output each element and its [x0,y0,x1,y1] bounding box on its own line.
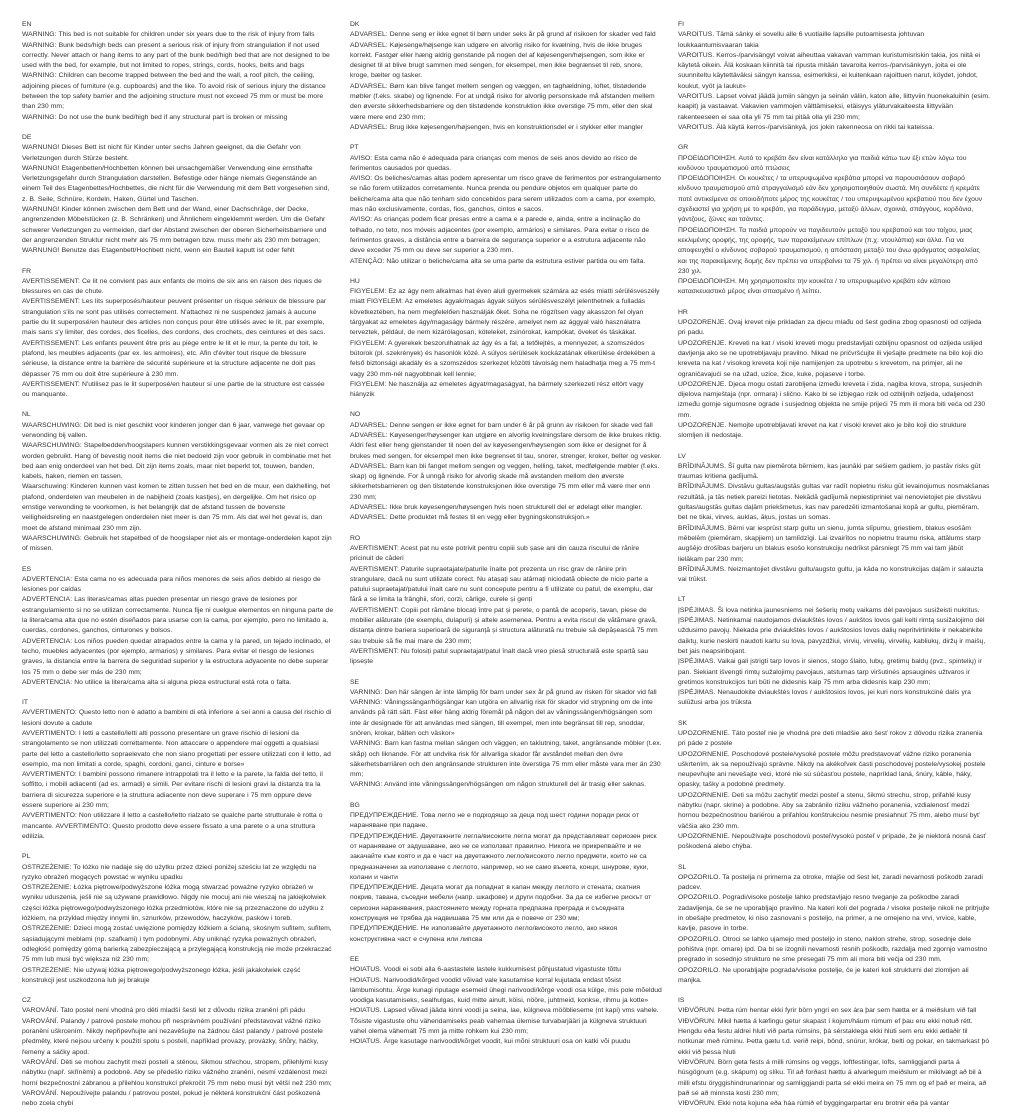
language-code-label-fr: FR [22,267,32,275]
column-1 [22,20,334,1119]
warning-paragraph: AVVERTIMENTO: I bambini possono rimanere intrappolati tra il letto e la parete, la falda del tetto, il soffitto, i mobili adiacenti (ad es. armadi) e simili. Per evitare rischi di lesioni gravi la distanza tra la barriera di sicurezza superiore e la struttura adiacente non deve superare i 75 mm oppure deve essere superiore ai 230 mm; [22,771,323,810]
language-code-label-es: ES [22,565,32,573]
warning-paragraph: AVVERTIMENTO: I letti a castello/letti alti possono presentare un grave rischio di lesioni da strangolamento se non utilizzati correttamente. Non attaccare o appendere mai oggetti a qualsiasi parte del letto a castello/letto sopraelevato che non siano progettati per essere utilizzati con il letto, ad esempio, ma non limitati a corde, spaghi, cordoni, ganci, cinture e borse» [22,730,331,768]
warning-paragraph: VAROITUS. Lapset voivat jäädä jumiin sängyn ja seinän väliin, katon alle, liittyviin huonekaluihin (esim. kaapit) ja vastaavat. Vakavien vammojen välttämiseksi, etäisyys yläturvakaiteesta liittyvään rakenteeseen ei saa olla yli 75 mm tai pitää olla yli 230 mm; [678,93,990,121]
language-section-hr [678,308,990,442]
warning-paragraph: ADVARSEL: Køjesenge/højsenge kan udgøre en alvorlig risiko for kvælning, hvis de ikke bruges korrekt. Fastgør eller hæng aldrig genstande på nogen del af køjesengen/højsengen, som ikke er designet til at blive brugt sammen med sengen, for eksempel, men ikke begrænset til reb, snore, kroge, bælter og tasker. [350,41,645,80]
language-code-label-dk: DK [350,21,360,28]
language-section-es [22,565,334,689]
warning-paragraph: AVVERTIMENTO: Non utilizzare il letto a castello/letto rialzato se qualche parte strutturale è rotta o mancante. AVVERTIMENTO: Questo prodotto deve essere fissato a una parete o a una struttura edilizia. [22,812,323,840]
language-section-dk [350,20,662,133]
language-section-fi [678,20,990,133]
warning-paragraph: VARNING: Våningssängar/högsängar kan utgöra en allvarlig risk för skador vid strypning om de inte används på rätt sätt. Fäst eller häng aldrig föremål på någon del av våningssängen/högsängen som inte är designade för att användas med sängen, till exempel, men inte begränsat till rep, snoddar, snören, krokar, bälten och väskor» [350,699,653,737]
warning-paragraph: BRĪDINĀJUMS. Bērni var iesprūst starp gultu un sienu, jumta slīpumu, griestiem, blakus esošām mēbelēm (piemēram, skapjiem) un tamlīdzīgi. Lai izvairītos no nopietnu traumu riska, attālums starp augšējo drošības barjeru un blakus esošo konstrukciju nedrīkst pārsniegt 75 mm vai tam jābūt lielākam par 230 mm; [678,524,981,563]
language-section-fr [22,267,334,401]
warning-paragraph: UPOZORNENIE. Nepoužívajte poschodovú posteľ/vysokú posteľ v prípade, že je niektorá nosná časť poškodená alebo chýba. [678,832,986,851]
warning-paragraph: ADVARSEL: Denne seng er ikke egnet til børn under seks år på grund af risikoen for skader ved fald [350,31,656,39]
language-code-label-en: EN [22,21,32,28]
language-code-label-hr: HR [678,308,688,316]
warning-paragraph: ΠΡΟΕΙΔΟΠΟΙΗΣΗ. Μη χρησιμοποιείτε την κουκέτα / το υπερυψωμένο κρεβάτι εάν κάποιο κατασκευαστικό μέρος είναι σπασμένο ή λείπει. [678,278,951,296]
warning-paragraph: UPOZORNENIE. Poschodové postele/vysoké postele môžu predstavovať vážne riziko poranenia uškrtením, ak sa nepoužívajú správne. Nikdy na akékoľvek časti poschodovej postele/vysokej postele neupevňujte ani nevešajte veci, ktoré nie sú súčasťou postele, napríklad laná, šnúry, káble, háky, opasky, tašky a podobné predmety. [678,750,986,789]
warning-paragraph: BRĪDINĀJUMS. Divstāvu gultas/augstās gultas var radīt nopietnu risku gūt ievainojumus nosmakšanas rezultātā, ja tās netiek pareizi lietotas. Nekādā gadījumā nepiestipriniet vai nenovietojiet pie divstāvu gultas/augstās gultas daļām priekšmetus, kas nav paredzēti izmantošanai kopā ar gultu, piemēram, bet ne tikai, virves, auklas, āķus, jostas un somas. [678,483,990,522]
warning-paragraph: WARNUNG! Kinder können zwischen dem Bett und der Wand, einer Dachschräge, der Decke, angrenzenden Möbelstücken (z. B. Schränken) und Ähnlichem eingeklemmt werden. Um die Gefahr schwerer Verletzungen zu vermeiden, darf der Abstand zwischen der oberen Sicherheitsbarriere und der angrenzenden Struktur nicht mehr als 75 mm betragen bzw. muss mehr als 230 mm betragen; [22,206,327,244]
warning-paragraph: UPOZORENJE. Ovaj krevet nije prikladan za djecu mlađu od šest godina zbog opasnosti od ozljeda pri padu. [678,319,982,337]
warning-paragraph: Waarschuwing: Kinderen kunnen vast komen te zitten tussen het bed en de muur, een dakhelling, het plafond, onderdelen van meubelen in de nabijheid (zoals kastjes), en dergelijke. Om het risico op ernstige verwonding te voorkomen, is het belangrijk dat de afstand tussen de bovenste veiligheidsreling en naastgelegen onderdelen niet meer is dan 75 mm. Als dat wel het geval is, dan moet de afstand minimaal 230 mm zijn. [22,483,331,532]
language-section-en [22,20,334,123]
warning-paragraph: WARNING: Bunk beds/high beds can present a serious risk of injury from strangulation if not used correctly. Never attach or hang items to any part of the bunk bed/high bed that are not designed to be used with the bed, for example, but not limited to ropes, strings, cords, hooks, belts and bags [22,41,330,70]
language-code-label-lv: LV [678,452,686,460]
warning-paragraph: AVERTISSEMENT: Ce lit ne convient pas aux enfants de moins de six ans en raison des riques de blessures en cas de chute. [22,277,322,296]
warning-paragraph: HOIATUS. Narivoodid/kõrged voodid võivad vale kasutamise korral kujutada endast tõsist lämbumisohtu. Ärge kunagi riputage esemeid ühegi narivoodi/kõrge voodi osa külge, mis pole mõeldud voodiga kasutamiseks, sealhulgas, kuid mitte ainult, köisi, nööre, juhtmeid, konkse, rihmu ja kotte» [350,976,662,1005]
warning-paragraph: WAARSCHUWING: Stapelbedden/hoogslapers kunnen verstikkingsgevaar vormen als ze niet correct worden gebruikt. Hang of bevestig nooit items die niet bedoeld zijn voor gebruik in combinatie met het bed aan enig onderdeel van het bed. Dit zijn items zoals, maar niet beperkt tot, touwen, banden, kabels, haken, riemen en tassen. [22,442,331,481]
warning-paragraph: AVERTISSEMENT: Les enfants peuvent être pris au piège entre le lit et le mur, la pente du toit, le plafond, les meubles adjacents (par ex. les armoires), etc. Afin d'éviter tout risque de blessure sérieuse, la distance entre la barrière de sécurité supérieure et la structure adjacente ne doit pas dépasser 75 mm ou doit être supérieure à 230 mm. [22,339,318,378]
language-section-sk [678,719,990,853]
warning-paragraph: VARNING: Använd inte våningssängen/högsängen om någon strukturell del är trasig eller saknas. [350,781,647,789]
warning-paragraph: FIGYELEM: Ez az ágy nem alkalmas hat éven aluli gyermekek számára az esés miatti sérülésveszély miatt FIGYELEM: Az emeletes ágyak/magas ágyak súlyos sérülésveszélyt jelenthetnek a fulladás következtében, ha nem megfelelően használják őket. Soha ne rögzítsen vagy akasszon fel olyan tárgyakat az emeletes ágy/magaságy bármely részére, amelyet nem az ággyal való használatra terveztek, például, de nem kizárólagosan, köteleket, zsinórokat, kampókat, öveket és táskákat. [350,288,660,337]
warning-paragraph: WARNING: This bed is not suitable for children under six years due to the risk of injury from falls [22,31,315,39]
warning-paragraph: ADVARSEL: Køyesenger/høysenger kan utgjøre en alvorlig kvelningsfare dersom de ikke brukes riktig. Aldri fest eller heng gjenstander til noen del av køyesengen/høysengen som ikke er designet for å brukes med sengen, for eksempel men ikke begrenset til tau, snorer, strenger, kroker, belter og vesker. [350,431,662,460]
language-code-label-lt: LT [678,596,686,604]
warning-paragraph: AVERTISSEMENT: N'utilisez pas le lit superposé/en hauteur si une partie de la structure est cassée ou manquante. [22,380,325,399]
language-section-ro [350,534,662,668]
language-code-label-no: NO [350,411,361,419]
warning-paragraph: VARNING: Barn kan fastna mellan sängen och väggen, en taklutning, taket, angränsande möbler (t.ex. skåp) och liknande. För att undvika risk för allvarliga skador får avståndet mellan den övre säkerhetsbarriären och den angränsande strukturen inte överstiga 75 mm eller måste vara mer än 230 mm; [350,740,662,779]
warning-paragraph: ПРЕДУПРЕЖДЕНИЕ. Това легло не е подходящо за деца под шест години поради риск от нараняване при падане. [350,812,639,830]
language-code-label-pl: PL [22,853,31,861]
language-section-no [350,410,662,523]
warning-paragraph: UPOZORENJE. Kreveti na kat / visoki kreveti mogu predstavljati ozbiljnu opasnost od ozljeda uslijed davljenja ako se ne upotrebljavaju pravilno. Nikad ne pričvršćujte ili vješajte predmete na bilo koji dio kreveta na kat / visokog kreveta koji nije namijenjen za upotrebu s krevetom, na primjer, ali ne ograničavajući se na užad, uzice, žice, kuke, pojaseve i torbe. [678,339,983,378]
warning-paragraph: UPOZORNENIE. Deti sa môžu zachytiť medzi posteľ a stenu, šikmú strechu, strop, priľahlé kusy nábytku (napr. skrine) a podobne. Aby sa zabránilo riziku vážneho poranenia, vzdialenosť medzi hornou bezpečnostnou bariérou a priľahlou konštrukciou nesmie presiahnuť 75 mm, alebo musí byť väčšia ako 230 mm. [678,791,980,830]
language-code-label-fi: FI [678,21,685,28]
language-code-label-hu: HU [350,277,360,285]
warning-paragraph: ΠΡΟΕΙΔΟΠΟΙΗΣΗ. Αυτό το κρεβάτι δεν είναι κατάλληλο για παιδιά κάτω των έξι ετών λόγω του κινδύνου τραυματισμού από πτώσεις [678,154,967,172]
language-code-label-gr: GR [678,144,689,152]
language-code-label-sk: SK [678,719,688,727]
warning-paragraph: ПРЕДУПРЕЖДЕНИЕ. Децата могат да попаднат в капан между леглото и стената, скатния покрив, тавана, съседни мебели (напр. шкафове) и други подобни. За да се избегне рискът от сериозни наранявания, разстоянието между горната предпазна преграда и съседната конструкция не трябва да надвишава 75 мм или да е повече от 230 мм; [350,884,652,923]
language-section-se [350,678,662,791]
warning-paragraph: WARNUNG! Etagenbetten/Hochbetten können bei unsachgemäßer Verwendung eine ernsthafte Verletzungsgefahr durch Strangulation darstellen. Befestige oder hänge niemals Gegenstände an einem Teil des Etagenbettes/Hochbettes, die nicht für die Verwendung mit dem Bett vorgesehen sind, z. B. Seile, Schnüre, Kordeln, Haken, Gürtel und Taschen. [22,164,330,203]
warning-paragraph: UPOZORNENIE. Táto posteľ nie je vhodná pre deti mladšie ako šesť rokov z dôvodu rizika zranenia pri páde z postele [678,730,983,748]
warning-paragraph: VAROITUS. Älä käytä kerros-/parvisänkyä, jos jokin rakenneosa on rikki tai kateissa. [678,123,935,131]
warning-paragraph: UPOZORENJE. Nemojte upotrebljavati krevet na kat / visoki krevet ako je bilo koji dio strukture slomljen ili nedostaje. [678,421,967,440]
warning-paragraph: VIÐVÖRUN. Ekki nota kojuna eða háa rúmið ef byggingarpartar eru brotnir eða þá vantar [678,1100,949,1108]
warning-paragraph: VAROVÁNÍ. Tato postel není vhodná pro děti mladší šesti let z důvodu rizika zranění při pádu [22,1007,306,1015]
warning-paragraph: ĮSPĖJIMAS. Nenaudokite dviaukštės lovos / aukštosios lovos, jei kuri nors konstrukcinė dalis yra sulūžusi arba jos trūksta [678,689,971,707]
warning-paragraph: OPOZORILO. Ne uporabljajte pograda/visoke postelje, če je kateri koli strukturni del zlomljen ali manjka. [678,966,969,984]
language-section-is [678,996,990,1109]
language-section-sl [678,863,990,987]
warning-paragraph: ADVARSEL: Brug ikke køjesengen/højsengen, hvis en konstruktionsdel er i stykker eller mangler [350,123,643,131]
language-code-label-pt: PT [350,144,359,152]
warning-paragraph: ADVARSEL: Ikke bruk køyesengen/høysengen hvis noen strukturell del er ødelagt eller mangler. ADVARSEL: Dette produktet må festes til en vegg eller bygningskonstruksjon.» [350,504,643,522]
warning-paragraph: FIGYELEM: Ne használja az emeletes ágyat/magaságyat, ha bármely szerkezeti rész eltört vagy hiányzik [350,380,644,399]
warning-paragraph: OPOZORILO. Otroci se lahko ujamejo med posteljo in steno, naklon strehe, strop, sosednje dele pohištva (npr. omare) ipd. Da bi se izognili nevarnosti resnih poškodb, razdalja med zgornjo varnostno pregrado in sosednjo strukturo ne sme presegati 75 mm ali mora biti večja od 230 mm. [678,935,988,964]
warning-paragraph: AVISO: Esta cama não é adequada para crianças com menos de seis anos devido ao risco de ferimentos causados por quedas. [350,154,638,172]
warning-paragraph: AVERTISMENT: Nu folosiți patul supraetajat/patul înalt dacă vreo piesă structurală este spartă sau lipsește [350,647,649,666]
warning-paragraph: VIÐVÖRUN. Þetta rúm hentar ekki fyrir börn yngri en sex ára þar sem hætta er á meiðslum við fall [678,1007,977,1015]
language-section-lv [678,452,990,586]
warning-paragraph: ΠΡΟΕΙΔΟΠΟΙΗΣΗ. Οι κουκέτες / τα υπερυψωμένα κρεβάτια μπορεί να παρουσιάσουν σοβαρό κίνδυνο τραυματισμού από στραγγαλισμό εάν δεν χρησιμοποιηθούν σωστά. Μη συνδέετε ή κρεμάτε ποτέ αντικείμενα σε οποιοδήποτε μέρος της κουκέτας / του υπερυψωμένου κρεβατιού που δεν έχουν σχεδιαστεί για χρήση με το κρεβάτι, για παράδειγμα, μεταξύ άλλων, σχοινιά, σπάγγους, κορδόνια, γάντζους, ζώνες και τσάντες. [678,175,983,224]
language-section-pl [22,852,334,986]
column-2 [350,20,662,1119]
warning-paragraph: ATENÇÃO: Não utilizar o beliche/cama alta se uma parte da estrutura estiver partida ou em falta. [350,257,646,265]
warning-paragraph: ADVERTENCIA: Las literas/camas altas pueden presentar un riesgo grave de lesiones por estrangulamiento si no se utilizan correctamente. Nunca fije ni cuelgue elementos en ninguna parte de la litera/cama alta que no estén diseñados para usarse con la cama, por ejemplo, pero no limitado a, cuerdas, cordones, ganchos, cinturones y bolsos. [22,596,334,635]
language-section-bg [350,801,662,945]
warning-paragraph: ĮSPĖJIMAS. Netinkamai naudojamos dviaukštės lovos / aukštos lovos gali kelti rimtą susižalojimo dėl uždusimo pavojų. Niekada prie dviaukštės lovos / aukštosios lovos dalių nepritvirtinkite ir nekabinkite daiktų, kurie neskirti naudoti kartu su lova, pavyzdžiui, virvių, virvelių, virvelių, kabliukų, diržų ir maišų, bet jais neapsiribojant. [678,617,986,655]
warning-paragraph: ADVARSEL: Børn kan blive fanget mellem sengen og væggen, en taghældning, loftet, tilstødende møbler (f.eks. skabe) og lignende. For at undgå risiko for alvorlig personskade må afstanden mellem den øverste sikkerhedsbarriere og den tilstødende konstruktion ikke overstige 75 mm, eller den skal være mere end 230 mm; [350,82,655,121]
warning-paragraph: AVERTISMENT: Paturile supraetajate/paturile înalte pot prezenta un risc grav de rănire prin strangulare, dacă nu sunt utilizate corect. Nu atașați sau atârnați niciodată obiecte de nicio parte a patului supraetajat/patului înalt care nu sunt concepute pentru a fi utilizate cu patul, de exemplu, dar fără a se limita la frânghii, sfori, corzi, cârlige, curele și genți [350,565,654,604]
warning-paragraph: ΠΡΟΕΙΔΟΠΟΙΗΣΗ. Τα παιδιά μπορούν να παγιδευτούν μεταξύ του κρεβατιού και του τοίχου, μιας κεκλιμένης οροφής, της οροφής, των παρακείμενων επίπλων (π.χ. ντουλάπια) και άλλα. Για να αποφευχθεί ο κίνδυνος σοβαρού τραυματισμού, η απόσταση μεταξύ του άνω φράγματος ασφαλείας και της παρακείμενης δομής δεν πρέπει να υπερβαίνει τα 75 χιλ. ή πρέπει να είναι μεγαλύτερη από 230 χιλ. [678,226,980,275]
language-code-label-ee: EE [350,955,360,963]
warning-paragraph: ПРЕДУПРЕЖДЕНИЕ. Двуетажните легла/високите легла могат да представляват сериозен риск от нараняване от задушаване, ако не се използват правилно. Никога не прикрепвайте и не закачайте към която и да е част на двуетажното легло/високото легло предмети, които не са предназначени за използване с леглото, например, но не само въжета, конци, шнурове, куки, колани и чанти [350,832,657,881]
language-section-cz [22,996,334,1109]
language-code-label-cz: CZ [22,997,32,1005]
warning-paragraph: ADVARSEL: Denne sengen er ikke egnet for barn under 6 år på grunn av risikoen for skade ved fall [350,421,653,429]
warning-paragraph: WARNUNG! Benutze das Etagenbett/Hochbett nicht, wenn ein Bauteil kaputt ist oder fehlt [22,247,295,255]
language-code-label-ro: RO [350,534,361,542]
column-3 [678,20,990,1119]
warning-paragraph: VIÐVÖRUN. Börn geta fests á milli rúmsins og veggs, loftfestingar, lofts, samliggjandi parta á húsgögnum (e.g. skápum) og slíku. Til að forðast hættu á alvarlegum meiðslum er mikilvægt að bil á milli efstu öryggishindrunarinnar og samliggjandi parta sé ekki meira en 75 mm og ef það er meira, að það sé að minnsta kosti 230 mm; [678,1058,987,1097]
columns [22,20,1014,1119]
warning-paragraph: BRĪDINĀJUMS. Šī gulta nav piemērota bērniem, kas jaunāki par sešiem gadiem, jo pastāv risks gūt traumas kritiena gadījumā. [678,462,981,481]
warning-paragraph: BRĪDINĀJUMS. Neizmantojiet divstāvu gultu/augsto gultu, ja kāda no konstrukcijas daļām ir salauzta vai trūkst. [678,565,984,584]
language-code-label-de: DE [22,133,32,141]
warning-paragraph: VARNING: Den här sängen är inte lämplig för barn under sex år på grund av risken för skador vid fall [350,688,657,696]
warning-paragraph: WAARSCHUWING: Gebruik het stapelbed of de hoogslaper niet als er montage-onderdelen kapot zijn of missen. [22,534,332,553]
warning-paragraph: VIÐVÖRUN. Mikil hætta á kæfingu getur skapast í kojum/háum rúmum ef þau eru ekki notuð rétt. Hengdu eða festu aldrei hluti við parta rúmsins, þá sérstaklega ekki hluti sem eru ekki ætlaðir til notkunar með rúminu. Þetta gætu t.d. verið reipi, bönd, snúrur, krókar, belti og pokar, en takmarkast þó ekki við þessa hluti [678,1017,990,1056]
language-code-label-is: IS [678,997,685,1005]
warning-paragraph: ПРЕДУПРЕЖДЕНИЕ. Не използвайте двуетажното легло/високото легло, ако някоя конструктивна част е счупена или липсва [350,925,618,943]
language-section-nl [22,410,334,554]
warning-paragraph: OSTRZEŻENIE: Dzieci mogą zostać uwięzione pomiędzy łóżkiem a ścianą, skośnym sufitem, sufitem, sąsiadującymi meblami (np. szafkami) i tym podobnymi. Aby uniknąć ryzyka poważnych obrażeń, odległość pomiędzy górną barierką zabezpieczającą a przylegającą konstrukcją nie może przekraczać 75 mm lub musi być większa niż 230 mm; [22,925,332,964]
language-section-ee [350,955,662,1048]
warning-paragraph: ADVERTENCIA: No utilice la litera/cama alta si alguna pieza estructural está rota o falta. [22,678,292,686]
warning-paragraph: AVISO: As crianças podem ficar presas entre a cama e a parede e, ainda, entre a inclinação do telhado, no teto, nos móveis adjacentes (por exemplo, armários) e similares. Para evitar o risco de ferimentos graves, a distância entre a barreira de segurança superior e a estrutura adjacente não deve exceder 75 mm ou deve ser superior a 230 mm. [350,216,650,255]
language-code-label-it: IT [22,699,29,707]
warning-paragraph: WARNUNG! Dieses Bett ist nicht für Kinder unter sechs Jahren geeignet, da die Gefahr von Verletzungen durch Stürze besteht. [22,144,301,162]
warning-paragraph: ADVARSEL: Barn kan bli fanget mellom sengen og veggen, helling, taket, medfølgende møbler (f.eks. skap) og lignende. For å unngå risiko for alvorlig skade må avstanden mellom den øverste sikkerhetsbarrieren og den tilstøtende konstruksjonen ikke overstige 75 mm eller må være mer enn 230 mm; [350,462,660,501]
warning-paragraph: FIGYELEM: A gyerekek beszorulhatnak az ágy és a fal, a tetőlejtés, a mennyezet, a szomszédos bútorok (pl. szekrények) és hasonlók közé. A súlyos sérülések kockázatának elkerülése érdekében a felső biztonsági akadály és a szomszédos szerkezet közötti távolság nem haladhatja meg a 75 mm-t vagy 230 mm-nél nagyobbnak kell lennie; [350,339,656,378]
warning-paragraph: HOIATUS. Voodi ei sobi alla 6-aastastele lastele kukkumisest põhjustatud vigastuste tõttu [350,966,621,974]
warning-paragraph: VAROVÁNÍ. Nepoužívejte palandu / patrovou postel, pokud je některá konstrukční část poškozená nebo zcela chybí [22,1089,321,1108]
warning-paragraph: VAROVÁNÍ. Děti se mohou zachytit mezi postelí a stěnou, šikmou střechou, stropem, přilehlými kusy nábytku (např. skříněmi) a podobně. Aby se předešlo riziku vážného zranění, nesmí vzdálenost mezi horní bezpečnostní zábranou a přilehlou konstrukcí překročit 75 mm nebo musí být větší než 230 mm; [22,1058,332,1087]
warning-paragraph: WARNING: Children can become trapped between the bed and the wall, a roof pitch, the ceiling, adjoining pieces of furniture (e.g. cupboards) and the like. To avoid risk of serious injury the distance between the top safety barrier and the adjoining structure must not exceed 75 mm or must be more than 230 mm; [22,72,326,111]
warning-paragraph: VAROVÁNÍ. Palandy / patrové postele mohou při nesprávném používání představovat vážné riziko poranění uškrcením. Nikdy nepřipevňujte ani nezavěšujte na žádnou část palandy / patrové postele předměty, které nejsou určeny k použití spolu s postelí, například provazy, provázky, šňůry, háčky, řemeny a sáčky apod. [22,1017,323,1056]
warning-paragraph: ADVERTENCIA: Esta cama no es adecuada para niños menores de seis años debido al riesgo de lesiones por caídas [22,575,321,594]
language-section-it [22,698,334,842]
warning-paragraph: OSTRZEŻENIE: Nie używaj łóżka piętrowego/podwyższonego łóżka, jeśli jakakolwiek część konstrukcji jest uszkodzona lub jej brakuje [22,966,301,984]
language-section-hu [350,277,662,401]
warning-paragraph: ADVERTENCIA: Los niños pueden quedar atrapados entre la cama y la pared, un tejado inclinado, el techo, muebles adyacentes (por ejemplo, armarios) y similares. Para evitar el riesgo de lesiones graves, la distancia entre la barrera de seguridad superior y la estructura adyacente no debe superar los 75 mm o debe ser más de 230 mm; [22,637,331,676]
warning-paragraph: HOIATUS. Lapsed võivad jääda kinni voodi ja seina, lae, külgneva mööblieseme (nt kapi) vms vahele. Tõsiste vigastuste ohu vähendamiseks peab vahemaa ülemise turvabarjääri ja külgneva struktuuri vahel olema vähemalt 75 mm ja mitte rohkem kui 230 mm; [350,1007,659,1036]
warning-paragraph: UPOZORENJE. Djeca mogu ostati zarobljena između kreveta i zida, nagiba krova, stropa, susjednih dijelova namještaja (npr. ormara) i slično. Kako bi se izbjegao rizik od ozbiljnih ozljeda, udaljenost između gornje sigurnosne ograde i susjednog objekta ne smije prijeći 75 mm ili mora biti veća od 230 mm. [678,380,986,419]
warning-paragraph: AVERTISSEMENT: Les lits superposés/hauteur peuvent présenter un risque sérieux de blessure par strangulation s'ils ne sont pas utilisés correctement. N'attachez ni ne suspendez jamais à aucune partie du lit superposé/en hauteur des articles non conçus pour être utilisés avec le lit, par exemple, mais sans s'y limiter, des cordes, des ficelles, des cordons, des crochets, des ceintures et des sacs. [22,298,327,337]
warning-paragraph: AVERTISMENT: Copiii pot rămâne blocați între pat și perete, o pantă de acoperiș, tavan, piese de mobilier alăturate (de exemplu, dulapuri) și altele asemenea. Pentru a evita riscul de vătămare gravă, distanța dintre bariera superioară de siguranță și structura alăturată nu trebuie să depășească 75 mm sau trebuie să fie mai mare de 230 mm; [350,606,658,645]
warning-paragraph: OSTRZEŻENIE: To łóżko nie nadaje się do użytku przez dzieci poniżej sześciu lat ze względu na ryzyko obrażeń mogących powstać w wyniku upadku [22,863,317,881]
language-section-lt [678,595,990,708]
warning-paragraph: AVERTISMENT: Acest pat nu este potrivit pentru copiii sub șase ani din cauza riscului de rănire pricinuit de căderi [350,544,640,563]
language-code-label-sl: SL [678,863,687,871]
warning-paragraph: OPOZORILO. Ta postelja ni primerna za otroke, mlajše od šest let, zaradi nevarnosti poškodb zaradi padcev. [678,873,983,892]
language-section-gr [678,143,990,297]
warning-paragraph: WARNING: Do not use the bunk bed/high bed if any structural part is broken or missing [22,113,288,121]
warning-paragraph: HOIATUS. Ärge kasutage narivoodit/kõrget voodit, kui mõni struktuuri osa on katki või puudu [350,1038,631,1046]
language-section-de [22,133,334,257]
language-section-pt [350,143,662,267]
warning-paragraph: VAROITUS. Kerros-/parvisängyt voivat aiheuttaa vakavan vamman kuristumisriskin takia, jos niitä ei käytetä oikein. Älä koskaan kiinnitä tai ripusta mitään tavaroita kerros-/parvisänkyyn, joita ei ole suunniteltu käytettäväksi sängyn kanssa, esimerkiksi, ei kuitenkaan rajoittuen narut, köydet, johdot, koukut, vyöt ja laukut» [678,51,981,90]
language-code-label-nl: NL [22,411,31,419]
warning-paragraph: AVISO: Os beliches/camas altas podem apresentar um risco grave de ferimentos por estrangulamento se não forem utilizados corretamente. Nunca prenda ou pendure objetos em qualquer parte do beliche/cama alta que não tenham sido concebidos para serem utilizados com a cama, por exemplo, mas não exclusivamente, cordas, fios, ganchos, cintos e sacos. [350,175,661,214]
warning-paragraph: OSTRZEŻENIE: Łóżka piętrowe/podwyższone łóżka mogą stwarzać poważne ryzyko obrażeń w wyniku uduszenia, jeśli nie są używane prawidłowo. Nigdy nie mocuj ani nie wieszaj na jakiejkolwiek części łóżka piętrowego/podwyższonego łóżka przedmiotów, które nie są przeznaczone do użytku z łóżkiem, na przykład między innymi lin, sznurków, przewodów, haczyków, pasków i toreb. [22,884,326,923]
warning-paragraph: WAARSCHUWING: Dit bed is niet geschikt voor kinderen jonger dan 6 jaar, vanwege het gevaar op verwonding bij vallen. [22,421,325,439]
warning-paragraph: ĮSPĖJIMAS. Ši lova netinka jaunesniems nei šešerių metų vaikams dėl pavojaus susižeisti nukritus. [678,606,980,614]
warning-paragraph: OPOZORILO. Pogradi/visoke postelje lahko predstavljajo resno tveganje za poškodbe zaradi zadavljenja, če se ne uporabljajo pravilno. Na kateri koli del pograda / visoke postelje nikoli ne pritrjujte in obešajte predmetov, ki niso zasnovani s posteljo, na primer, a ne omejeno na vrvi, vrvice, kable, kavlje, pasove in torbe. [678,894,990,933]
language-code-label-se: SE [350,678,360,686]
warning-paragraph: VAROITUS. Tämä sänky ei sovellu alle 6 vuotiaille lapsille putoamisesta johtuvan loukkaantumisvaaran takia [678,31,925,49]
warning-paragraph: AVVERTIMENTO: Questo letto non è adatto a bambini di età inferiore a sei anni a causa del rischio di lesioni dovute a cadute [22,709,332,727]
warning-paragraph: ĮSPĖJIMAS. Vaikai gali įstrigti tarp lovos ir sienos, stogo šlaito, lubų, gretimų baldų (pvz., spintelių) ir pan. Siekiant išvengti rimtų sužalojimų pavojaus, atstumas tarp viršutinės apsauginės užtvaros ir gretimos konstrukcijos turi būti ne didesnis kaip 75 mm arba didesnis kaip 230 mm; [678,658,982,686]
language-code-label-bg: BG [350,801,360,809]
